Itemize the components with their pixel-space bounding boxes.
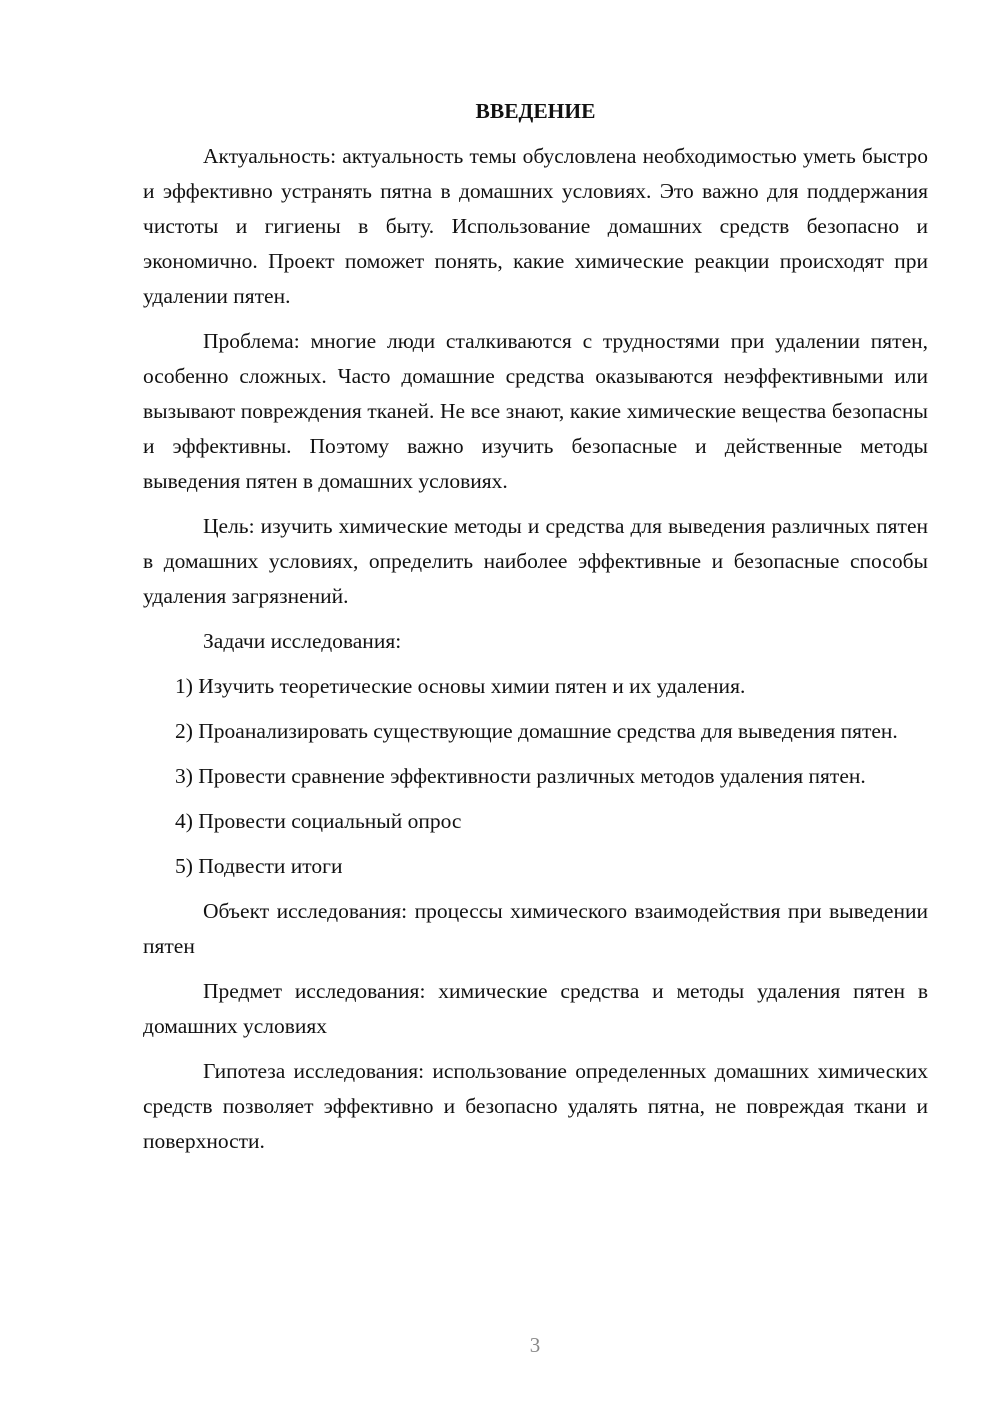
task-item-4: 4) Провести социальный опрос [175,809,462,833]
subject-paragraph: Предмет исследования: химические средства и методы удаления пятен в домашних условиях [143,979,928,1038]
object-paragraph: Объект исследования: процессы химического взаимодействия при выведении пятен [143,899,928,958]
problem-paragraph: Проблема: многие люди сталкиваются с трудностями при удалении пятен, особенно сложных. Часто домашние средства оказываются неэффективными или вызывают повреждения тканей. Не все знают, какие химические вещества безопасны и эффективны. Поэтому важно изучить безопасные и действенные методы выведения пятен в домашних условиях. [143,329,928,493]
hypothesis-paragraph: Гипотеза исследования: использование определенных домашних химических средств позволяет эффективно и безопасно удалять пятна, не повреждая ткани и поверхности. [143,1059,928,1153]
task-item-5: 5) Подвести итоги [175,854,343,878]
page-content [143,96,928,1169]
tasks-heading: Задачи исследования: [203,629,402,653]
task-item-3: 3) Провести сравнение эффективности различных методов удаления пятен. [175,764,866,788]
page-title: ВВЕДЕНИЕ [475,99,596,123]
page-number: 3 [529,1333,541,1357]
task-item-2: 2) Проанализировать существующие домашние средства для выведения пятен. [175,719,898,743]
goal-paragraph: Цель: изучить химические методы и средства для выведения различных пятен в домашних условиях, определить наиболее эффективные и безопасные способы удаления загрязнений. [143,514,928,608]
relevance-paragraph: Актуальность: актуальность темы обусловлена необходимостью уметь быстро и эффективно устранять пятна в домашних условиях. Это важно для поддержания чистоты и гигиены в быту. Использование домашних средств безопасно и экономично. Проект поможет понять, какие химические реакции происходят при удалении пятен. [143,144,928,308]
task-item-1: 1) Изучить теоретические основы химии пятен и их удаления. [175,674,746,698]
